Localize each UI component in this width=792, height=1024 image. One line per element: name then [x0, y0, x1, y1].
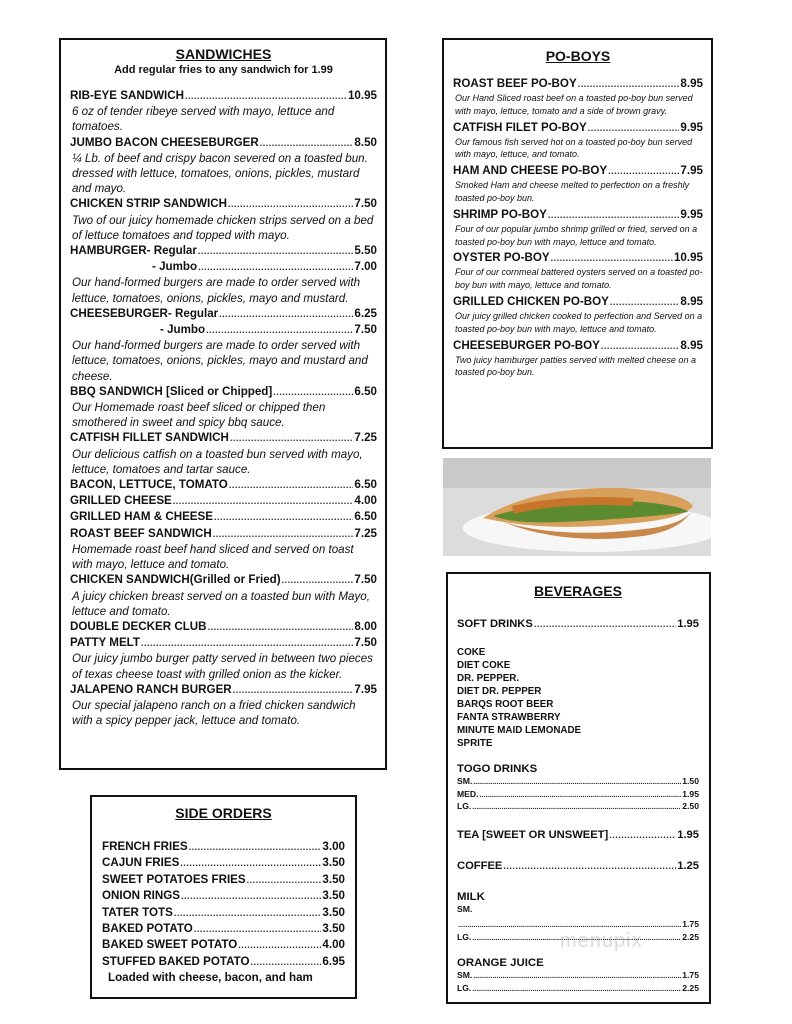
side-item: BAKED POTATO ..... 3.50 [102, 921, 345, 937]
orange-juice-size-list [457, 970, 699, 995]
soft-drink-list [457, 646, 699, 750]
togo-size-row: LG. ..... 2.50 [457, 801, 699, 814]
sandwich-item: DOUBLE DECKER CLUB ..... 8.00 [70, 619, 377, 635]
orange-juice-size-row: SM. ..... 1.75 [457, 970, 699, 983]
milk-size-row: ..... 1.75 [457, 919, 699, 932]
tea-row: TEA [SWEET OR UNSWEET] ..... 1.95 [457, 828, 699, 843]
poboys-title: PO-BOYS [545, 48, 611, 64]
sandwich-item: CHICKEN SANDWICH(Grilled or Fried) ..... 7.50 [70, 572, 377, 588]
sandwich-item: - Jumbo ..... 7.00 [70, 259, 377, 275]
poboy-item: CATFISH FILET PO-BOY ..... 9.95 [453, 120, 703, 136]
side-item: CAJUN FRIES ..... 3.50 [102, 855, 345, 871]
sandwiches-note: Add regular fries to any sandwich for 1.99 [114, 64, 333, 76]
sandwich-item: BBQ SANDWICH [Sliced or Chipped] ..... 6.50 [70, 384, 377, 400]
sandwich-item: JALAPENO RANCH BURGER ..... 7.95 [70, 682, 377, 698]
poboy-item: GRILLED CHICKEN PO-BOY ..... 8.95 [453, 294, 703, 310]
sandwich-item: HAMBURGER- Regular ..... 5.50 [70, 243, 377, 259]
poboy-description: Two juicy hamburger patties served with melted cheese on a toasted po-boy bun. [455, 354, 696, 378]
side-item: FRENCH FRIES ..... 3.00 [102, 839, 345, 855]
side-item: TATER TOTS ..... 3.50 [102, 905, 345, 921]
soft-drinks-row: SOFT DRINKS ..... 1.95 [457, 617, 699, 632]
sandwich-item: BACON, LETTUCE, TOMATO ..... 6.50 [70, 477, 377, 493]
soft-drink-name: DIET COKE [457, 660, 511, 672]
poboy-item: HAM AND CHEESE PO-BOY ..... 7.95 [453, 163, 703, 179]
sandwich-description: Our hand-formed burgers are made to order served with lettuce, tomatoes, onions, pickles, mayo and mustard. [72, 276, 361, 305]
side-item: ONION RINGS ..... 3.50 [102, 888, 345, 904]
togo-size-row: MED. ..... 1.95 [457, 789, 699, 802]
stuffed-potato-note: Loaded with cheese, bacon, and ham [108, 971, 313, 985]
poboy-list [453, 76, 703, 381]
sandwich-item: GRILLED CHEESE ..... 4.00 [70, 493, 377, 509]
poboy-item: SHRIMP PO-BOY ..... 9.95 [453, 207, 703, 223]
sandwich-item: CHEESEBURGER- Regular ..... 6.25 [70, 306, 377, 322]
side-list [102, 839, 345, 970]
poboy-item: ROAST BEEF PO-BOY ..... 8.95 [453, 76, 703, 92]
sandwich-item: - Jumbo ..... 7.50 [70, 322, 377, 338]
sandwiches-title: SANDWICHES [175, 46, 272, 62]
sandwich-description: Our delicious catfish on a toasted bun served with mayo, lettuce, tomatoes and tartar sauce. [72, 447, 363, 476]
sandwich-item: ROAST BEEF SANDWICH ..... 7.25 [70, 526, 377, 542]
togo-drinks-heading: TOGO DRINKS [457, 763, 538, 776]
orange-juice-heading: ORANGE JUICE [457, 957, 544, 970]
sandwich-description: Two of our juicy homemade chicken strips served on a bed of lettuce tomatoes and topped with mayo. [72, 213, 374, 242]
soft-drink-name: MINUTE MAID LEMONADE [457, 725, 582, 737]
milk-size-row: LG. ..... 2.25 [457, 932, 699, 945]
orange-juice-size-row: LG. ..... 2.25 [457, 983, 699, 996]
poboy-item: OYSTER PO-BOY ..... 10.95 [453, 250, 703, 266]
sandwich-description: 6 oz of tender ribeye served with mayo, lettuce and tomatoes. [72, 105, 335, 134]
sandwiches-panel [59, 38, 387, 770]
poboy-description: Four of our cornmeal battered oysters served on a toasted po-boy bun with mayo, lettuce and tomato. [455, 267, 703, 291]
watermark: menupix [560, 930, 643, 952]
sandwich-list [70, 88, 377, 728]
beverages-title: BEVERAGES [534, 583, 622, 599]
poboys-panel [442, 38, 713, 449]
soft-drink-name: SPRITE [457, 738, 493, 750]
soft-drink-name: DR. PEPPER. [457, 673, 520, 685]
side-orders-panel [90, 795, 357, 999]
poboy-description: Smoked Ham and cheese melted to perfection on a freshly toasted po-boy bun. [455, 180, 690, 203]
sandwich-description: Our special jalapeno ranch on a fried chicken sandwich with a spicy pepper jack, lettuce and tomato. [72, 698, 356, 728]
side-item: SWEET POTATOES FRIES ..... 3.50 [102, 872, 345, 888]
sandwich-item: PATTY MELT ..... 7.50 [70, 635, 377, 651]
sandwich-item: RIB-EYE SANDWICH ..... 10.95 [70, 88, 377, 104]
soft-drink-name: COKE [457, 647, 486, 659]
soft-drink-name: BARQS ROOT BEER [457, 699, 554, 711]
sandwich-item: GRILLED HAM & CHEESE ..... 6.50 [70, 509, 377, 525]
sandwich-image [443, 458, 711, 556]
sandwich-item: CATFISH FILLET SANDWICH ..... 7.25 [70, 430, 377, 446]
side-orders-title: SIDE ORDERS [175, 805, 272, 821]
soft-drink-name: DIET DR. PEPPER [457, 686, 542, 698]
togo-size-list [457, 776, 699, 814]
poboy-photo [443, 458, 711, 556]
poboy-description: Our famous fish served hot on a toasted po-boy bun served with mayo, lettuce, and tomato. [455, 136, 693, 160]
sandwich-item: CHICKEN STRIP SANDWICH ..... 7.50 [70, 196, 377, 212]
milk-sm-label: SM. [457, 904, 473, 915]
coffee-row: COFFEE ..... 1.25 [457, 859, 699, 874]
sandwich-description: A juicy chicken breast served on a toasted bun with Mayo, lettuce and tomato. [72, 589, 370, 618]
sandwich-description: Homemade roast beef hand sliced and served on toast with mayo, lettuce and tomato. [72, 542, 354, 572]
sandwich-description: Our hand-formed burgers are made to order served with lettuce, tomatoes, onions, pickles, mayo and mustard and cheese. [72, 339, 368, 383]
togo-size-row: SM. ..... 1.50 [457, 776, 699, 789]
poboy-description: Four of our popular jumbo shrimp grilled or fried, served on a toasted po-boy bun with mayo, lettuce and tomato. [455, 223, 698, 247]
sandwich-description: ¼ Lb. of beef and crispy bacon severed on a toasted bun. dressed with lettuce, tomatoes, onions, pickles, mustard and mayo. [72, 151, 368, 196]
poboy-item: CHEESEBURGER PO-BOY ..... 8.95 [453, 338, 703, 354]
soft-drink-name: FANTA STRAWBERRY [457, 712, 561, 724]
side-item: STUFFED BAKED POTATO ..... 6.95 [102, 954, 345, 970]
poboy-description: Our juicy grilled chicken cooked to perfection and Served on a toasted po-boy bun with mayo, lettuce and tomato. [455, 310, 703, 334]
side-item: BAKED SWEET POTATO ..... 4.00 [102, 937, 345, 953]
sandwich-description: Our Homemade roast beef sliced or chipped then smothered in sweet and spicy bbq sauce. [72, 401, 326, 430]
poboy-description: Our Hand Sliced roast beef on a toasted po-boy bun served with mayo, lettuce, tomato and a side of brown gravy. [455, 93, 693, 116]
milk-heading: MILK [457, 891, 485, 904]
sandwich-description: Our juicy jumbo burger patty served in between two pieces of texas cheese toast with grilled onion as the kicker. [72, 652, 373, 681]
sandwich-item: JUMBO BACON CHEESEBURGER ..... 8.50 [70, 135, 377, 151]
